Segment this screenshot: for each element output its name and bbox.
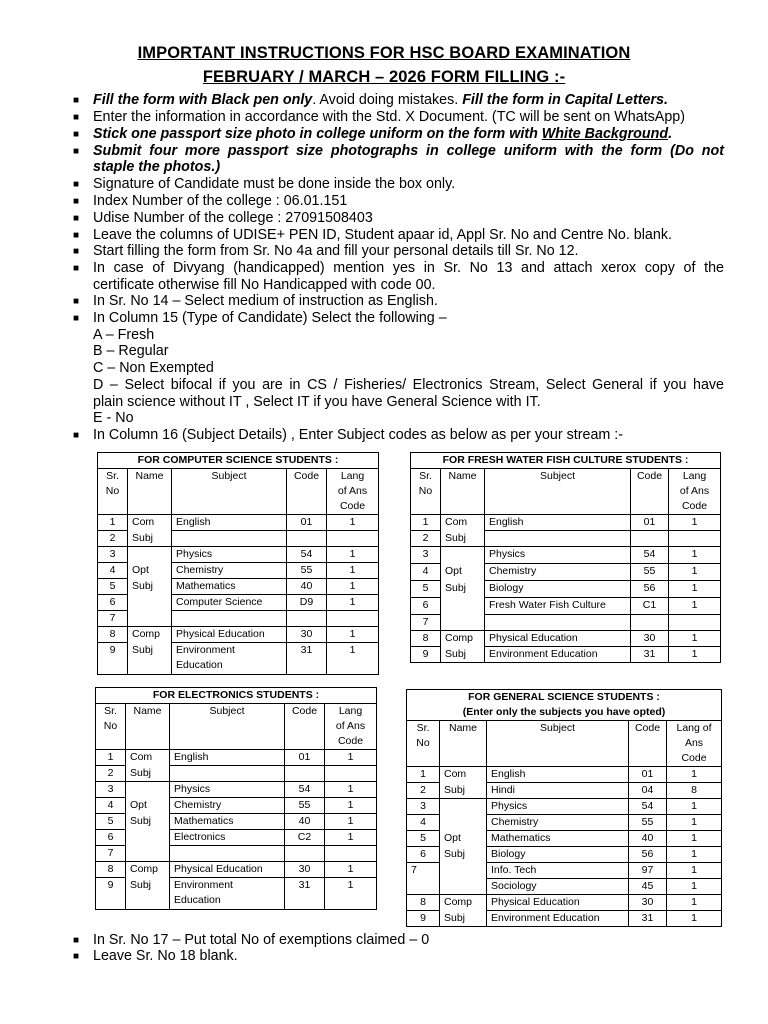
cs-subject-table [97, 452, 379, 675]
instruction-bold: . [668, 126, 673, 142]
instruction-item [73, 293, 724, 310]
table-title: FOR GENERAL SCIENCE STUDENTS : (Enter only the subjects you have opted) [407, 690, 722, 721]
instruction-item [73, 109, 724, 126]
bullet-icon: ■ [73, 935, 80, 946]
instruction-item [73, 227, 724, 244]
table-row: 9 Subj Environment Education 31 1 [407, 911, 722, 927]
column-header: Name [440, 721, 487, 767]
page-subtitle: FEBRUARY / MARCH – 2026 FORM FILLING :- [202, 68, 566, 86]
table-row: 2 Subj [96, 766, 377, 782]
instruction-bold-underline: White Background [541, 126, 669, 142]
table-row: 4 Chemistry 55 1 [407, 815, 722, 831]
table-row: 4 Opt Chemistry 55 1 [411, 564, 721, 581]
bullet-icon: ■ [73, 230, 80, 241]
table-row: 8 Comp Physical Education 30 1 [96, 862, 377, 878]
instruction-text: In Column 15 (Type of Candidate) Select the following – [93, 310, 447, 326]
option-line: E - No [93, 410, 134, 426]
table-row: 5 Subj Mathematics 40 1 [98, 579, 379, 595]
table-row: 3 Physics 54 1 [96, 782, 377, 798]
table-row: 1 Com English 01 1 [407, 767, 722, 783]
table-row: 3 Physics 54 1 [407, 799, 722, 815]
instruction-text: In case of Divyang (handicapped) mention yes in Sr. No 13 and attach xerox copy of the [93, 260, 724, 276]
table-row: 2 Subj [98, 531, 379, 547]
instruction-item [73, 932, 724, 949]
table-title: FOR FRESH WATER FISH CULTURE STUDENTS : [411, 453, 721, 469]
column-header: Name [126, 704, 170, 750]
table-row: 5 Subj Biology 56 1 [411, 581, 721, 598]
table-row: 3 Physics 54 1 [411, 547, 721, 564]
column-header: Lang of Ans Code [667, 721, 722, 767]
column-header: Sr. No [411, 469, 441, 515]
instruction-continuation [93, 159, 724, 176]
column-header: Subject [487, 721, 629, 767]
instruction-text: . Avoid doing mistakes. [312, 92, 463, 108]
bullet-icon: ■ [73, 213, 80, 224]
table-row: 1 Com English 01 1 [98, 515, 379, 531]
bullet-icon: ■ [73, 430, 80, 441]
instruction-item [73, 310, 724, 327]
option-line: B – Regular [93, 343, 169, 359]
table-row: Sociology 45 1 [407, 879, 722, 895]
column-header: Name [128, 469, 172, 515]
instruction-continuation: certificate otherwise fill No Handicapped with code 00. [93, 277, 436, 293]
table-title: FOR ELECTRONICS STUDENTS : [96, 688, 377, 704]
option-line: D – Select bifocal if you are in CS / Fisheries/ Electronics Stream, Select General if you have [93, 377, 724, 393]
instruction-item [73, 193, 724, 210]
instruction-item [73, 243, 724, 260]
table-row: 5 Subj Mathematics 40 1 [96, 814, 377, 830]
column-header: Code [285, 704, 325, 750]
instruction-bold: staple the photos.) [93, 159, 221, 175]
bullet-icon: ■ [73, 196, 80, 207]
instruction-bold: Fill the form in Capital Letters. [462, 92, 668, 108]
table-row: 8 Comp Physical Education 30 1 [98, 627, 379, 643]
column-header: Subject [172, 469, 287, 515]
instruction-text: In Sr. No 14 – Select medium of instruction as English. [93, 293, 438, 309]
bullet-icon: ■ [73, 146, 80, 157]
column-header: Lang of Ans Code [325, 704, 377, 750]
column-header: Sr. No [407, 721, 440, 767]
table-row: 6 Electronics C2 1 [96, 830, 377, 846]
column-header: Sr. No [96, 704, 126, 750]
instruction-item [73, 260, 724, 277]
instruction-item [73, 176, 724, 193]
table-row: 3 Physics 54 1 [98, 547, 379, 563]
instruction-item [73, 210, 724, 227]
bullet-icon: ■ [73, 296, 80, 307]
bullet-icon: ■ [73, 179, 80, 190]
table-row: 1 Com English 01 1 [411, 515, 721, 531]
instruction-bold: Stick one passport size photo in college uniform on the form with [93, 126, 542, 142]
instruction-text: Leave the columns of UDISE+ PEN ID, Student apaar id, Appl Sr. No and Centre No. blank. [93, 227, 672, 243]
option-line: C – Non Exempted [93, 360, 214, 376]
fish-culture-subject-table [410, 452, 721, 663]
instruction-text: Enter the information in accordance with the Std. X Document. (TC will be sent on WhatsApp) [93, 109, 686, 125]
electronics-subject-table [95, 687, 377, 910]
column-header: Lang of Ans Code [327, 469, 379, 515]
column-header: Lang of Ans Code [669, 469, 721, 515]
instruction-text: Signature of Candidate must be done inside the box only. [93, 176, 456, 192]
table-row: 2 Subj [411, 531, 721, 547]
table-row: 7 [411, 615, 721, 631]
instruction-item [73, 948, 724, 965]
instruction-item [73, 92, 724, 109]
table-row: 7 [98, 611, 379, 627]
column-header: Name [441, 469, 485, 515]
instruction-text: Index Number of the college : 06.01.151 [93, 193, 348, 209]
instruction-item [73, 143, 724, 160]
table-row: 6 Subj Biology 56 1 [407, 847, 722, 863]
column-header: Code [629, 721, 667, 767]
instruction-bold: Submit four more passport size photographs in college uniform with the form (Do not [93, 143, 724, 159]
table-row: 6 Fresh Water Fish Culture C1 1 [411, 598, 721, 615]
bullet-icon: ■ [73, 263, 80, 274]
column-header: Code [287, 469, 327, 515]
column-header: Subject [170, 704, 285, 750]
table-row: 9 Subj Environment Education 31 1 [98, 643, 379, 675]
bullet-icon: ■ [73, 246, 80, 257]
bullet-icon: ■ [73, 951, 80, 962]
column-header: Sr. No [98, 469, 128, 515]
page-title: IMPORTANT INSTRUCTIONS FOR HSC BOARD EXAMINATION [137, 44, 631, 62]
bullet-icon: ■ [73, 129, 80, 140]
column-header: Subject [485, 469, 631, 515]
table-row: 1 Com English 01 1 [96, 750, 377, 766]
table-row: 2 Subj Hindi 04 8 [407, 783, 722, 799]
instruction-item [73, 427, 724, 444]
instruction-bold: Fill the form with Black pen only [93, 92, 313, 108]
table-row: 4 Opt Chemistry 55 1 [96, 798, 377, 814]
table-title: FOR COMPUTER SCIENCE STUDENTS : [98, 453, 379, 469]
table-row: 8 Comp Physical Education 30 1 [407, 895, 722, 911]
option-line: plain science without IT , Select IT if you have General Science with IT. [93, 394, 541, 410]
table-row: 7 Info. Tech 97 1 [407, 863, 722, 879]
instruction-text: Start filling the form from Sr. No 4a and fill your personal details till Sr. No 12. [93, 243, 579, 259]
table-row: 9 Subj Environment Education 31 1 [96, 878, 377, 910]
option-line: A – Fresh [93, 327, 155, 343]
column-header: Code [631, 469, 669, 515]
table-row: 6 Computer Science D9 1 [98, 595, 379, 611]
table-row: 4 Opt Chemistry 55 1 [98, 563, 379, 579]
table-row: 8 Comp Physical Education 30 1 [411, 631, 721, 647]
bullet-icon: ■ [73, 112, 80, 123]
general-science-subject-table [406, 689, 722, 927]
table-row: 5 Opt Mathematics 40 1 [407, 831, 722, 847]
bullet-icon: ■ [73, 313, 80, 324]
table-row: 9 Subj Environment Education 31 1 [411, 647, 721, 663]
table-row: 7 [96, 846, 377, 862]
instruction-text: Leave Sr. No 18 blank. [93, 948, 238, 964]
instruction-text: Udise Number of the college : 27091508403 [93, 210, 373, 226]
instruction-text: In Column 16 (Subject Details) , Enter Subject codes as below as per your stream :- [93, 427, 624, 443]
instruction-text: In Sr. No 17 – Put total No of exemptions claimed – 0 [93, 932, 430, 948]
bullet-icon: ■ [73, 95, 80, 106]
instruction-item [73, 126, 724, 143]
